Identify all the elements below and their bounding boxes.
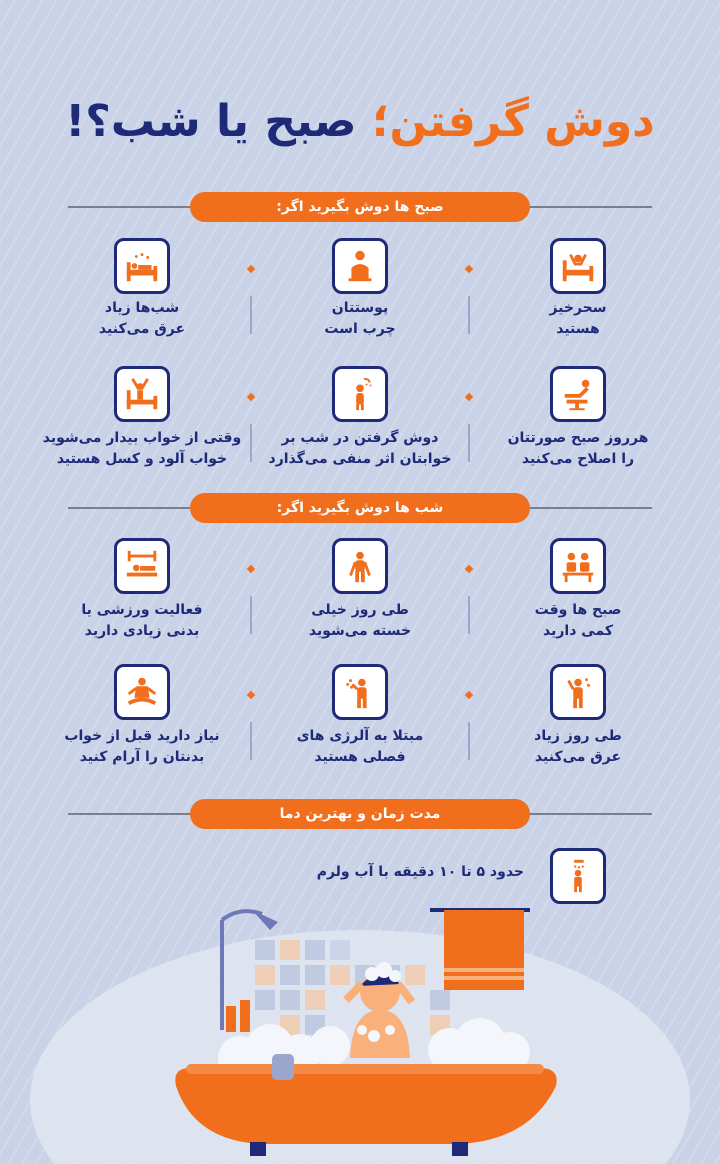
separator-line [468,596,470,634]
separator-line [250,296,252,334]
separator-line [250,424,252,462]
morning-item-label: پوستتان چرب است [324,300,396,337]
night-heading: شب ها دوش بگیرید اگر: [190,493,530,523]
night-item-label: مبتلا به آلرژی های فصلی هستید [296,728,424,765]
night-item-label: صبح ها وقت کمی دارید [534,602,622,639]
morning-item-label: سحرخیز هستید [549,300,607,337]
oily-skin-person-icon [332,238,388,294]
separator-line [468,424,470,462]
shaving-chair-icon [550,366,606,422]
separator-line [250,596,252,634]
separator-line [250,722,252,760]
duration-text: حدود ۵ تا ۱۰ دقیقه با آب ولرم [316,864,524,880]
tired-person-icon [332,538,388,594]
morning-item-label: وقتی از خواب بیدار می‌شوید خواب آلود و کسل هستید [42,430,242,467]
separator-dot [465,265,473,273]
bathtub-illustration [0,880,720,1164]
busy-couple-icon [550,538,606,594]
morning-item-label: دوش گرفتن در شب بر خوابتان اثر منفی می‌گذارد [268,430,452,467]
sweating-in-bed-icon [114,238,170,294]
title-part-orange: دوش گرفتن؛ [371,96,655,147]
stretching-in-bed-icon [114,366,170,422]
separator-line [468,296,470,334]
separator-dot [465,393,473,401]
separator-dot [465,691,473,699]
night-item-label: نیاز دارید قبل از خواب بدنتان را آرام کنید [64,728,220,765]
night-shower-icon [332,366,388,422]
separator-dot [465,565,473,573]
night-item-label: طی روز خیلی خسته می‌شوید [308,602,412,639]
morning-item-label: شب‌ها زیاد عرق می‌کنید [98,300,186,337]
night-item-label: فعالیت ورزشی یا بدنی زیادی دارید [81,602,203,639]
duration-heading: مدت زمان و بهترین دما [190,799,530,829]
separator-dot [247,691,255,699]
meditation-icon [114,664,170,720]
morning-item-label: هرروز صبح صورتتان را اصلاح می‌کنید [507,430,649,467]
title-part-blue: صبح یا شب؟! [65,96,357,147]
weightlifting-icon [114,538,170,594]
separator-dot [247,565,255,573]
separator-dot [247,265,255,273]
sweating-person-icon [550,664,606,720]
morning-heading: صبح ها دوش بگیرید اگر: [190,192,530,222]
allergy-person-icon [332,664,388,720]
waking-person-icon [550,238,606,294]
separator-line [468,722,470,760]
separator-dot [247,393,255,401]
page-title [0,92,720,152]
night-item-label: طی روز زیاد عرق می‌کنید [534,728,622,765]
